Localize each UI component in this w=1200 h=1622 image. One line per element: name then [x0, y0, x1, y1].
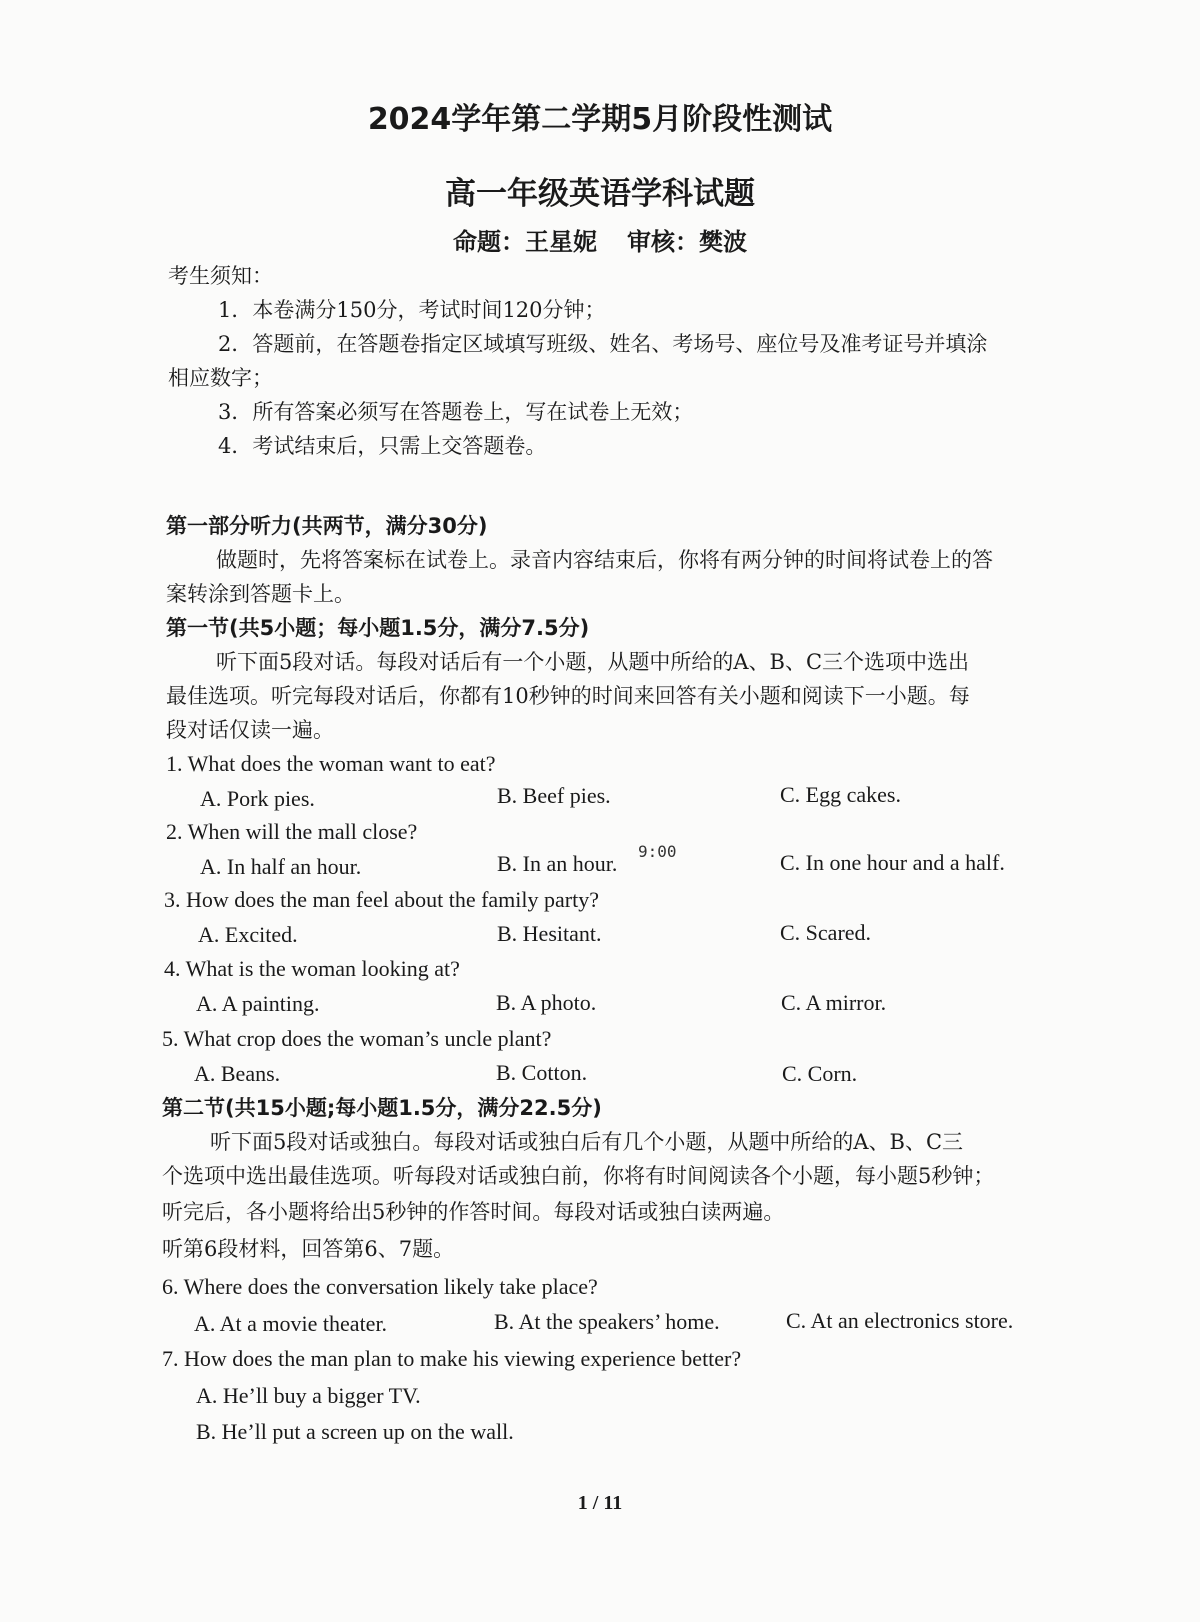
- question-6-option-a: A. At a movie theater.: [194, 1311, 388, 1336]
- question-3: 3. How does the man feel about the family party?: [164, 887, 599, 912]
- question-4-option-c: C. A mirror.: [781, 990, 887, 1015]
- question-3-option-a: A. Excited.: [198, 922, 298, 947]
- question-2: 2. When will the mall close?: [166, 819, 418, 844]
- notice-item-3: 3．所有答案必须写在答题卷上，写在试卷上无效；: [218, 400, 694, 424]
- question-3-option-c: C. Scared.: [780, 920, 872, 945]
- question-3-option-b: B. Hesitant.: [497, 921, 602, 946]
- notice-item-2: 2．答题前，在答题卷指定区域填写班级、姓名、考场号、座位号及准考证号并填涂: [218, 332, 988, 356]
- question-4: 4. What is the woman looking at?: [164, 956, 460, 981]
- question-6-option-b: B. At the speakers’ home.: [494, 1309, 720, 1334]
- question-1-option-c: C. Egg cakes.: [780, 782, 901, 807]
- question-4-option-a: A. A painting.: [196, 991, 320, 1016]
- question-5-option-a: A. Beans.: [194, 1061, 281, 1086]
- part1-heading: 第一部分听力(共两节，满分30分): [166, 514, 488, 538]
- notice-item-2-cont: 相应数字；: [168, 366, 273, 390]
- question-1-option-a: A. Pork pies.: [200, 786, 315, 811]
- notice-heading: 考生须知：: [168, 264, 273, 288]
- section2-heading: 第二节(共15小题;每小题1.5分，满分22.5分): [162, 1096, 602, 1120]
- question-7-option-b: B. He’ll put a screen up on the wall.: [196, 1419, 514, 1444]
- notice-item-4: 4．考试结束后，只需上交答题卷。: [218, 434, 547, 458]
- question-1: 1. What does the woman want to eat?: [166, 751, 496, 776]
- section1-intro-1: 听下面5段对话。每段对话后有一个小题，从题中所给的A、B、C三个选项中选出: [216, 650, 970, 674]
- question-6-option-c: C. At an electronics store.: [786, 1308, 1014, 1333]
- question-7-option-a: A. He’ll buy a bigger TV.: [196, 1383, 421, 1408]
- reviewer: 审核：樊波: [627, 228, 747, 256]
- section1-heading: 第一节(共5小题；每小题1.5分，满分7.5分): [166, 616, 590, 640]
- question-2-option-c: C. In one hour and a half.: [780, 850, 1005, 875]
- exam-title: 2024学年第二学期5月阶段性测试: [367, 102, 833, 137]
- section2-intro-1: 听下面5段对话或独白。每段对话或独白后有几个小题，从题中所给的A、B、C三: [210, 1130, 964, 1154]
- question-2-option-a: A. In half an hour.: [200, 854, 362, 879]
- exam-subtitle: 高一年级英语学科试题: [445, 176, 755, 212]
- exam-credits: [0, 222, 1200, 257]
- page-number: 1 / 11: [577, 1492, 623, 1514]
- material-6-instruction: 听第6段材料，回答第6、7题。: [162, 1237, 455, 1261]
- question-5-option-b: B. Cotton.: [496, 1060, 588, 1085]
- section1-intro-3: 段对话仅读一遍。: [166, 718, 334, 742]
- author: 命题：王星妮: [453, 228, 597, 256]
- section1-intro-2: 最佳选项。听完每段对话后，你都有10秒钟的时间来回答有关小题和阅读下一小题。每: [166, 684, 970, 708]
- question-6: 6. Where does the conversation likely take place?: [162, 1274, 598, 1299]
- notice-item-1: 1．本卷满分150分，考试时间120分钟；: [218, 298, 606, 322]
- part1-intro-1: 做题时，先将答案标在试卷上。录音内容结束后，你将有两分钟的时间将试卷上的答: [216, 548, 993, 572]
- part1-intro-2: 案转涂到答题卡上。: [166, 582, 355, 606]
- section2-intro-3: 听完后，各小题将给出5秒钟的作答时间。每段对话或独白读两遍。: [162, 1200, 785, 1224]
- question-7: 7. How does the man plan to make his viewing experience better?: [162, 1346, 742, 1371]
- question-4-option-b: B. A photo.: [496, 990, 597, 1015]
- question-2-option-b: B. In an hour.: [497, 851, 618, 876]
- question-5: 5. What crop does the woman’s uncle plant?: [162, 1026, 552, 1051]
- question-1-option-b: B. Beef pies.: [497, 783, 611, 808]
- section2-intro-2: 个选项中选出最佳选项。听每段对话或独白前，你将有时间阅读各个小题，每小题5秒钟；: [162, 1164, 995, 1188]
- handwritten-note: 9:00: [638, 842, 677, 861]
- question-5-option-c: C. Corn.: [782, 1061, 858, 1086]
